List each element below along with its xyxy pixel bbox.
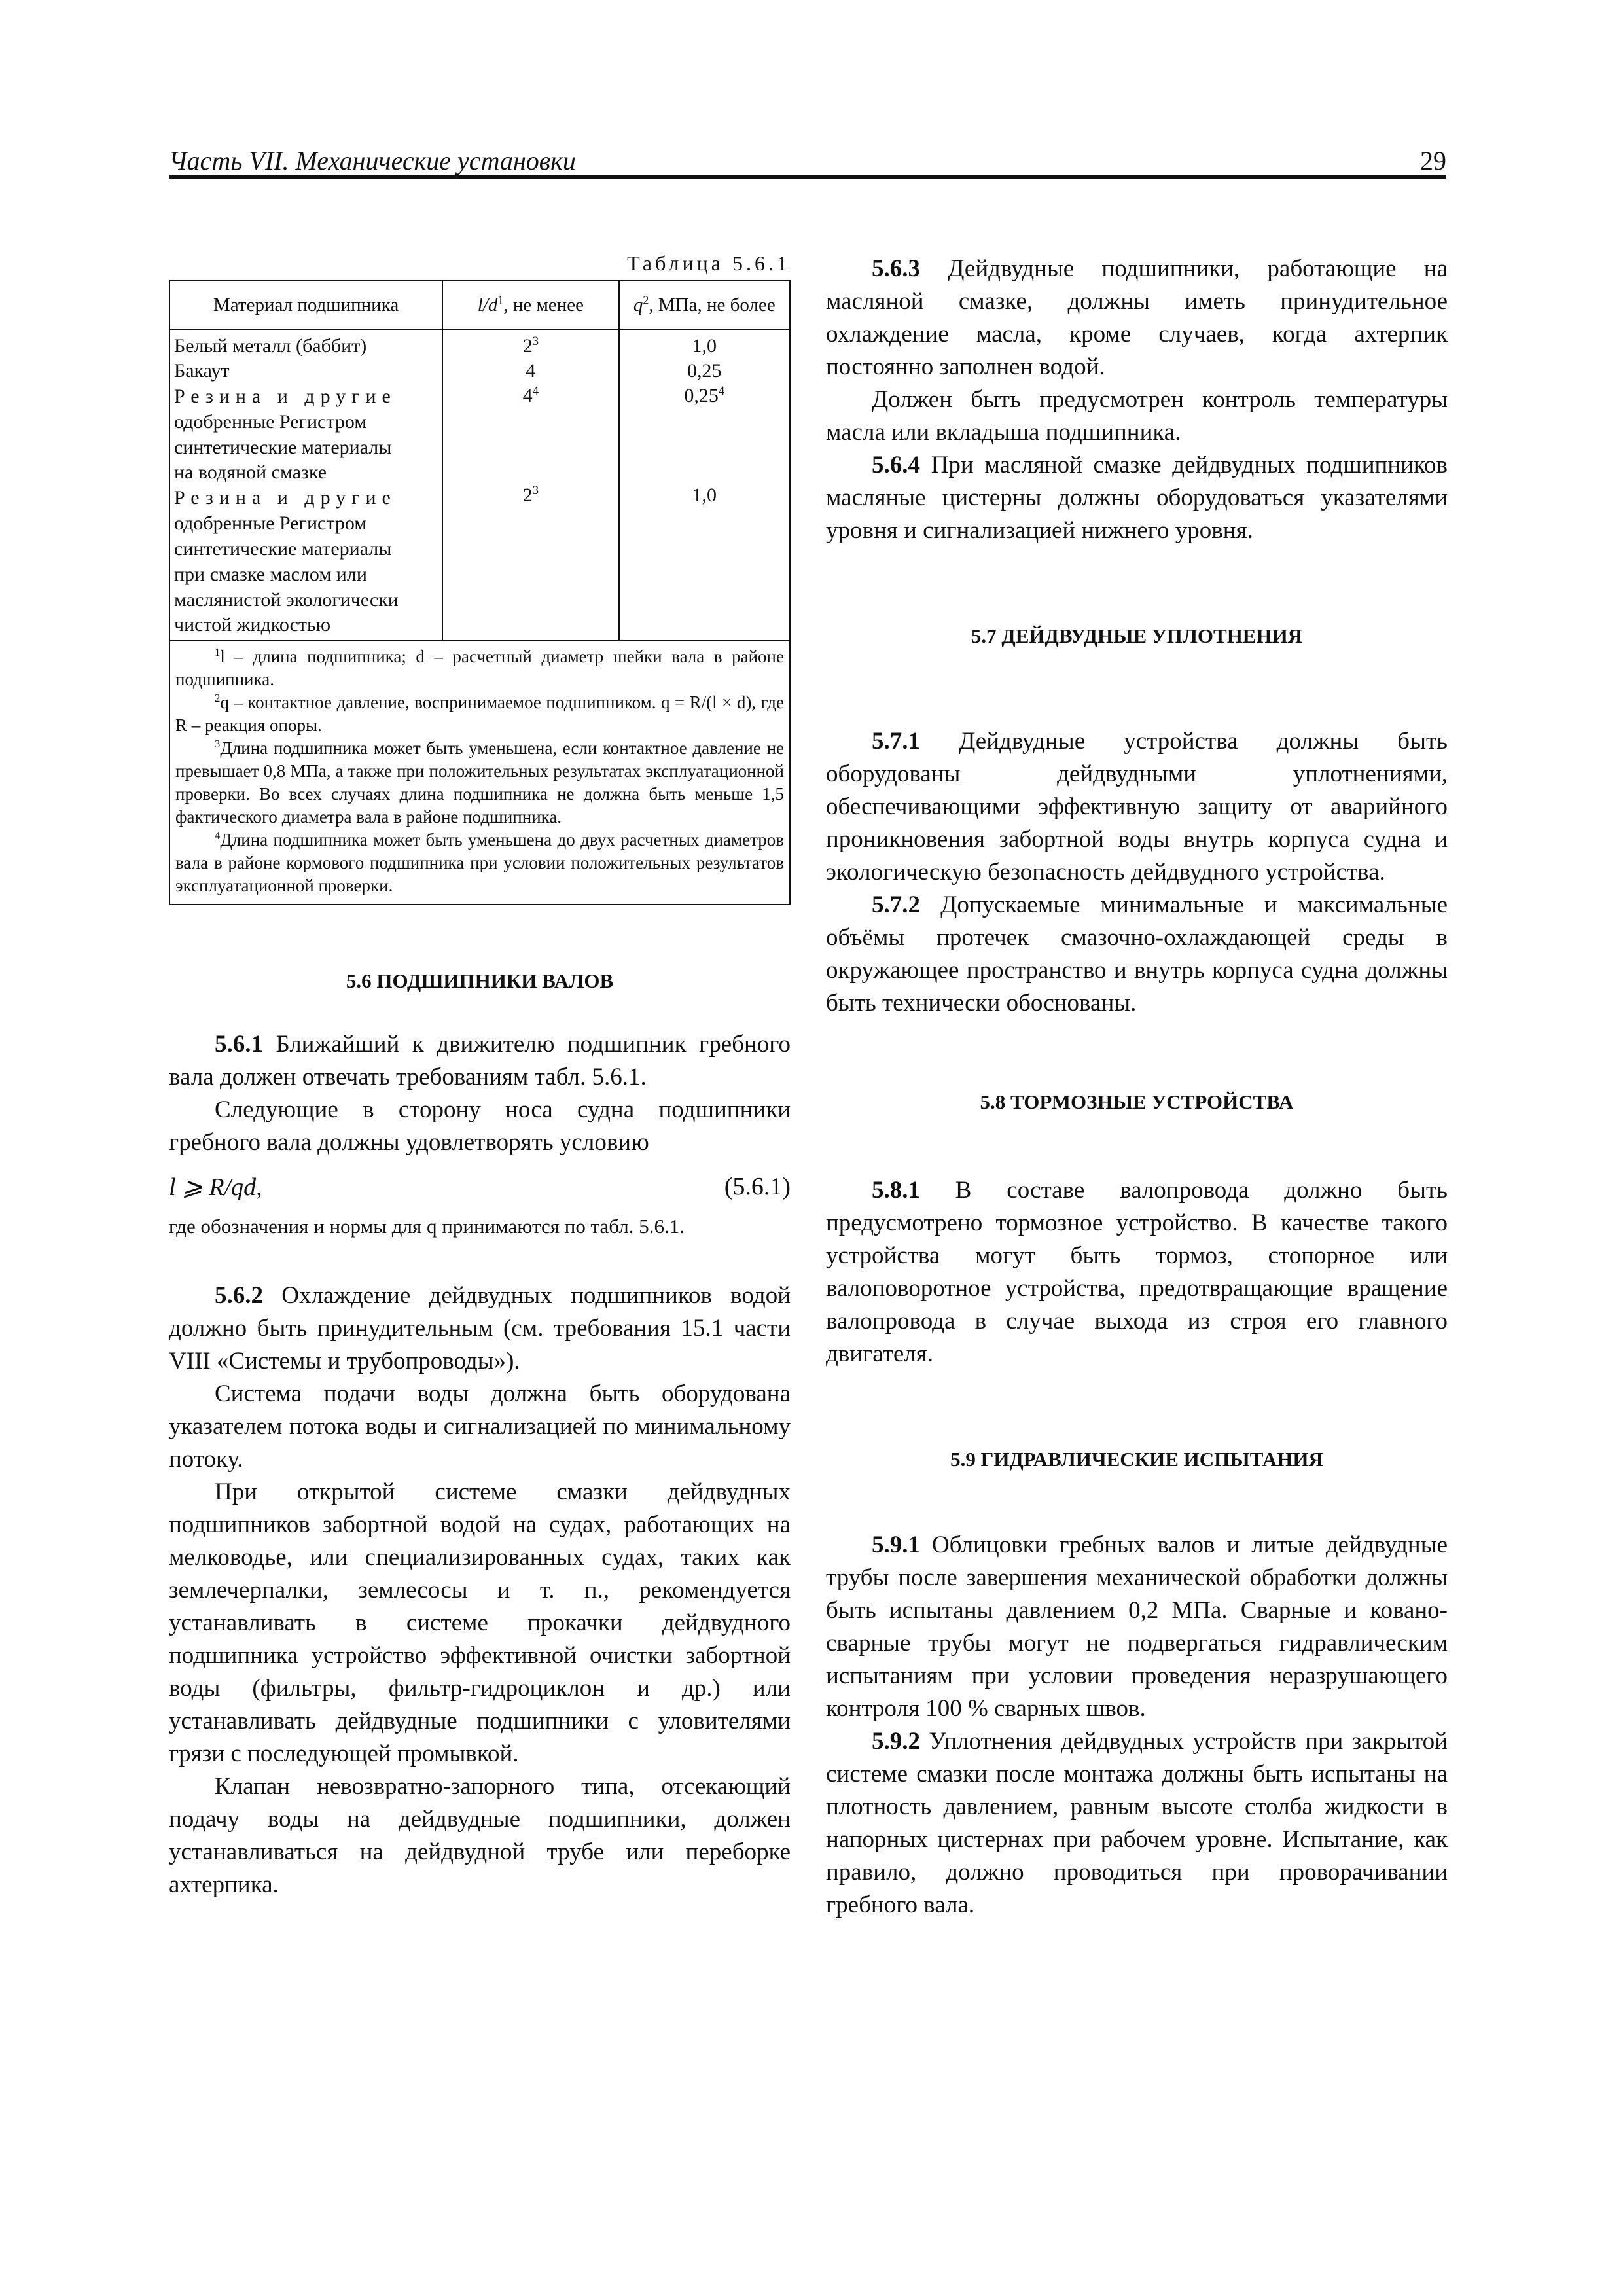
table-header-row [169, 281, 790, 329]
table-note [175, 691, 784, 737]
section-heading-5-6: 5.6 ПОДШИПНИКИ ВАЛОВ [346, 969, 614, 992]
table-note [175, 645, 784, 691]
paragraph: Клапан невозвратно-запорного типа, отсекающий подачу воды на дейдвудные подшипники, должен устанавливаться на дейдвудной трубе или переборке ахтерпика. [169, 1773, 791, 1898]
paragraph-text: Облицовки гребных валов и литые дейдвудные трубы после завершения механической обработки должны быть испытаны давлением 0,2 МПа. Сварные и ковано-сварные трубы могут не подвергаться гидравлическим испытаниям при условии проведения неразрушающего контроля 100 % сварных швов. [826, 1532, 1448, 1722]
note-marker: 2 [215, 692, 221, 704]
clause-number: 5.8.1 [872, 1177, 920, 1204]
ld-number: 2 [522, 484, 533, 506]
paragraph-text: При масляной смазке дейдвудных подшипников масляные цистерны должны оборудоваться указателями уровня и сигнализацией нижнего уровня. [826, 452, 1448, 544]
material-line: Бакаут [174, 360, 230, 382]
paragraph-text: Уплотнения дейдвудных устройств при закрытой системе смазки после монтажа должны быть испытаны на плотность давлением, равным высоте столба жидкости в напорных цистернах при рабочем уровне. Испытание, как правило, должно проводиться при проворачивании гребного вала. [826, 1728, 1448, 1918]
material-line: маслянистой экологически [174, 589, 399, 611]
q-cell [619, 329, 790, 641]
formula-5-6-1 [169, 1168, 791, 1205]
section-heading-5-8: 5.8 ТОРМОЗНЫЕ УСТРОЙСТВА [980, 1090, 1294, 1113]
material-line: одобренные Регистром [174, 411, 367, 433]
q-number: 0,25 [687, 360, 722, 382]
note-text: Длина подшипника может быть уменьшена до двух расчетных диаметров вала в районе кормового подшипника при условии положительных результатов эксплуатационной проверки. [175, 830, 784, 895]
note-marker: 1 [215, 646, 221, 658]
left-column [169, 249, 791, 1901]
paragraph: Следующие в сторону носа судна подшипники гребного вала должны удовлетворять условию [169, 1096, 791, 1156]
ld-value [447, 334, 614, 359]
material-line: на водяной смазке [174, 461, 327, 483]
ld-sup: 3 [532, 484, 539, 497]
header-rule [169, 175, 1446, 179]
header-q-suffix: , МПа, не более [649, 294, 776, 315]
ld-value [447, 384, 614, 408]
paragraph-text: Допускаемые минимальные и максимальные объёмы протечек смазочно-охлаждающей среды в окружающее пространство и внутрь корпуса судна должны быть технически обоснованы. [826, 891, 1448, 1016]
paragraph-5-7-1 [826, 725, 1448, 889]
ld-number: 4 [526, 360, 536, 382]
clause-number: 5.6.1 [215, 1031, 263, 1058]
paragraph-5-6-1 [169, 1028, 791, 1094]
header-q [619, 281, 790, 329]
header-ld [442, 281, 618, 329]
paragraph: Система подачи воды должна быть оборудована указателем потока воды и сигнализацией по минимальному потоку. [169, 1380, 791, 1473]
note-text: Длина подшипника может быть уменьшена, если контактное давление не превышает 0,8 МПа, а также при положительных результатах эксплуатационной проверки. Во всех случаях длина подшипника не должна быть меньше 1,5 фактического диаметра вала в районе подшипника. [175, 738, 784, 827]
header-ld-sup: 1 [497, 293, 504, 306]
material-line: синтетические материалы [174, 437, 392, 458]
paragraph-5-6-3 [826, 253, 1448, 384]
ld-value [447, 359, 614, 384]
paragraph-text: Охлаждение дейдвудных подшипников водой должно быть принудительным (см. требования 15.1 части VIII «Системы и трубопроводы»). [169, 1282, 791, 1374]
q-number: 1,0 [692, 335, 717, 357]
q-value [624, 384, 785, 408]
note-text: l – длина подшипника; d – расчетный диаметр шейки вала в районе подшипника. [175, 647, 784, 689]
header-q-sup: 2 [643, 293, 649, 306]
paragraph-5-8-1 [826, 1174, 1448, 1371]
material-line: чистой жидкостью [174, 614, 331, 636]
table-notes [169, 641, 790, 905]
clause-number: 5.6.3 [872, 255, 920, 282]
clause-number: 5.6.4 [872, 452, 920, 478]
header-ld-suffix: , не менее [503, 294, 584, 315]
ld-cell [442, 329, 618, 641]
running-header [169, 145, 1446, 178]
paragraph: Должен быть предусмотрен контроль температуры масла или вкладыша подшипника. [826, 386, 1448, 446]
ld-sup: 3 [532, 334, 539, 348]
q-value [624, 334, 785, 359]
q-number: 1,0 [692, 484, 717, 506]
paragraph-5-7-2 [826, 889, 1448, 1020]
material-line: синтетические материалы [174, 538, 392, 560]
material-line: Резина и другие [174, 487, 397, 509]
q-value [624, 359, 785, 384]
paragraph: При открытой системе смазки дейдвудных подшипников забортной водой на судах, работающих на мелководье, или специализированных судах, таких как землечерпалки, землесосы и т. п., рекомендуется устанавливать в системе прокачки дейдвудного подшипника устройство эффективной очистки забортной воды (фильтры, фильтр-гидроциклон и др.) или устанавливать дейдвудные подшипники с уловителями грязи с последующей промывкой. [169, 1479, 791, 1767]
note-text: q – контактное давление, воспринимаемое подшипником. q = R/(l × d), где R – реакция опоры. [175, 692, 784, 735]
formula-number: (5.6.1) [724, 1173, 791, 1200]
material-line: одобренные Регистром [174, 512, 367, 534]
header-ld-prefix: l/d [477, 294, 498, 315]
table-notes-row [169, 641, 790, 905]
ld-number: 2 [522, 335, 533, 357]
right-column [826, 249, 1448, 1922]
table-caption: Таблица 5.6.1 [627, 251, 791, 275]
paragraph-5-6-4 [826, 449, 1448, 547]
formula-note: где обозначения и нормы для q принимаются по табл. 5.6.1. [169, 1215, 685, 1238]
paragraph-5-6-2 [169, 1280, 791, 1378]
note-marker: 3 [215, 738, 221, 750]
page-number: 29 [1420, 146, 1446, 175]
material-line: Резина и другие [174, 386, 397, 407]
clause-number: 5.9.2 [872, 1728, 920, 1755]
paragraph-text: Дейдвудные подшипники, работающие на масляной смазке, должны иметь принудительное охлаждение масла, кроме случаев, когда ахтерпик постоянно заполнен водой. [826, 255, 1448, 380]
table-note [175, 829, 784, 897]
clause-number: 5.7.2 [872, 891, 920, 918]
paragraph-text: Дейдвудные устройства должны быть оборудованы дейдвудными уплотнениями, обеспечивающими эффективную защиту от аварийного проникновения забортной воды внутрь корпуса судна и экологическую безопасность дейдвудного устройства. [826, 728, 1448, 886]
header-q-prefix: q [633, 294, 643, 315]
clause-number: 5.9.1 [872, 1532, 920, 1558]
ld-sup: 4 [532, 384, 539, 398]
clause-number: 5.6.2 [215, 1282, 263, 1309]
q-value [624, 483, 785, 508]
header-material: Материал подшипника [169, 281, 442, 329]
table-body-row [169, 329, 790, 641]
section-heading-5-7: 5.7 ДЕЙДВУДНЫЕ УПЛОТНЕНИЯ [971, 624, 1303, 647]
bearing-table [169, 280, 791, 905]
paragraph-5-9-2 [826, 1725, 1448, 1922]
ld-value [447, 483, 614, 508]
header-title: Часть VII. Механические установки [169, 146, 576, 175]
formula-expression: l ⩾ R/qd, [169, 1174, 262, 1201]
paragraph-5-9-1 [826, 1529, 1448, 1725]
section-heading-5-9: 5.9 ГИДРАВЛИЧЕСКИЕ ИСПЫТАНИЯ [950, 1448, 1323, 1471]
table-note [175, 737, 784, 829]
note-marker: 4 [215, 829, 221, 842]
paragraph-text: В составе валопровода должно быть предусмотрено тормозное устройство. В качестве такого устройства могут быть тормоз, стопорное или валоповоротное устройства, предотвращающие вращение валопровода в случае выхода из строя его главного двигателя. [826, 1177, 1448, 1367]
paragraph-text: Ближайший к движителю подшипник гребного вала должен отвечать требованиям табл. 5.6.1. [169, 1031, 791, 1090]
ld-number: 4 [522, 385, 533, 406]
q-sup: 4 [718, 384, 725, 398]
clause-number: 5.7.1 [872, 728, 920, 755]
material-line: при смазке маслом или [174, 564, 367, 585]
material-line: Белый металл (баббит) [174, 335, 367, 357]
q-number: 0,25 [684, 385, 719, 406]
material-cell [169, 329, 442, 641]
